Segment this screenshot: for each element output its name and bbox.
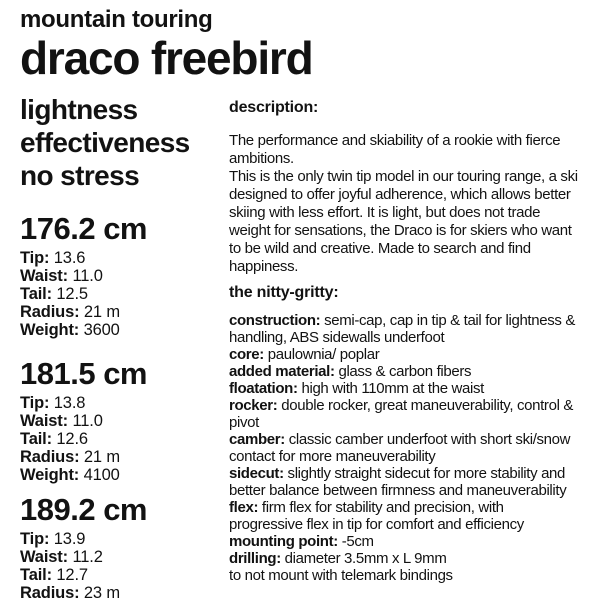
spec-label: Tip: xyxy=(20,394,50,412)
spec-label: Tip: xyxy=(20,530,50,548)
spec-label: Weight: xyxy=(20,321,80,339)
tagline-1: lightness xyxy=(20,94,138,125)
detail-camber xyxy=(229,431,581,465)
detail-label: added material: xyxy=(229,363,335,380)
spec-label: Tail: xyxy=(20,285,52,303)
detail-rocker xyxy=(229,397,581,431)
detail-construction xyxy=(229,312,581,346)
spec-value: 11.2 xyxy=(72,548,103,566)
spec-tail xyxy=(20,430,226,448)
spec-value: 23 m xyxy=(83,584,120,602)
spec-value: 3600 xyxy=(83,321,120,339)
description-text xyxy=(229,132,581,276)
spec-tip xyxy=(20,530,226,548)
spec-label: Radius: xyxy=(20,448,80,466)
spec-value: 13.8 xyxy=(53,394,86,412)
tagline-2: effectiveness xyxy=(20,127,190,158)
detail-floatation xyxy=(229,380,581,397)
spec-waist xyxy=(20,267,226,285)
detail-value: classic camber underfoot with short ski/snow contact for more maneuverability xyxy=(229,431,571,465)
size-length: 189.2 cm xyxy=(20,492,147,527)
spec-value: 11.0 xyxy=(72,267,103,285)
spec-radius xyxy=(20,303,226,321)
detail-label: flex: xyxy=(229,499,259,516)
detail-added-material xyxy=(229,363,581,380)
category-label: mountain touring xyxy=(20,6,213,33)
spec-value: 12.6 xyxy=(56,430,88,448)
spec-value: 4100 xyxy=(83,466,120,484)
detail-label: sidecut: xyxy=(229,465,284,482)
detail-core xyxy=(229,346,581,363)
detail-label: camber: xyxy=(229,431,285,448)
detail-value: high with 110mm at the waist xyxy=(301,380,484,397)
spec-label: Radius: xyxy=(20,303,80,321)
size-length: 176.2 cm xyxy=(20,211,147,246)
spec-label: Tail: xyxy=(20,430,52,448)
detail-value: semi-cap, cap in tip & tail for lightness & handling, ABS sidewalls underfoot xyxy=(229,312,576,346)
spec-value: 11.0 xyxy=(72,412,103,430)
left-column xyxy=(20,93,226,602)
spec-label: Tail: xyxy=(20,566,52,584)
spec-tail xyxy=(20,285,226,303)
detail-value: slightly straight sidecut for more stability and better balance between firmness and maneuverability xyxy=(229,465,567,499)
spec-tip xyxy=(20,249,226,267)
product-title: draco freebird xyxy=(20,32,313,84)
detail-value: -5cm xyxy=(341,533,374,550)
detail-value: paulownia/ poplar xyxy=(267,346,380,363)
detail-label: rocker: xyxy=(229,397,278,414)
spec-value: 12.7 xyxy=(56,566,88,584)
detail-value: diameter 3.5mm x L 9mm xyxy=(284,550,447,567)
spec-value: 13.6 xyxy=(53,249,86,267)
description-heading: description: xyxy=(229,99,319,116)
nitty-gritty-heading: the nitty-gritty: xyxy=(229,284,339,301)
detail-flex xyxy=(229,499,581,533)
spec-label: Waist: xyxy=(20,412,68,430)
spec-radius xyxy=(20,448,226,466)
spec-label: Radius: xyxy=(20,584,80,602)
spec-value: 12.5 xyxy=(56,285,88,303)
drilling-note: to not mount with telemark bindings xyxy=(229,567,453,584)
spec-tip xyxy=(20,394,226,412)
right-column xyxy=(229,100,581,584)
description-paragraph: This is the only twin tip model in our touring range, a ski designed to offer joyful adherence, which allows better skiing with less effort. It is light, but does not trade weight for sensations, the Draco is for skiers who want to be wild and creative. Made to search and find happiness. xyxy=(229,168,578,275)
spec-label: Weight: xyxy=(20,466,80,484)
spec-waist xyxy=(20,548,226,566)
description-paragraph: The performance and skiability of a rookie with fierce ambitions. xyxy=(229,132,561,167)
detail-value: double rocker, great maneuverability, control & pivot xyxy=(229,397,574,431)
spec-value: 21 m xyxy=(83,303,120,321)
spec-waist xyxy=(20,412,226,430)
size-block-3 xyxy=(20,493,226,602)
size-block-1 xyxy=(20,212,226,339)
detail-label: floatation: xyxy=(229,380,298,397)
spec-value: 21 m xyxy=(83,448,120,466)
detail-label: construction: xyxy=(229,312,321,329)
spec-tail xyxy=(20,566,226,584)
size-specs xyxy=(20,530,226,602)
size-specs xyxy=(20,249,226,339)
detail-mounting-point xyxy=(229,533,581,550)
taglines xyxy=(20,93,226,192)
spec-weight xyxy=(20,321,226,339)
spec-label: Waist: xyxy=(20,548,68,566)
detail-value: glass & carbon fibers xyxy=(338,363,472,380)
tagline-3: no stress xyxy=(20,160,140,191)
detail-drilling xyxy=(229,550,581,567)
detail-label: drilling: xyxy=(229,550,281,567)
spec-radius xyxy=(20,584,226,602)
spec-label: Waist: xyxy=(20,267,68,285)
detail-label: core: xyxy=(229,346,264,363)
spec-weight xyxy=(20,466,226,484)
nitty-gritty-list xyxy=(229,312,581,584)
page-header xyxy=(20,6,580,82)
spec-label: Tip: xyxy=(20,249,50,267)
size-length: 181.5 cm xyxy=(20,356,147,391)
detail-sidecut xyxy=(229,465,581,499)
size-specs xyxy=(20,394,226,484)
spec-value: 13.9 xyxy=(53,530,86,548)
detail-label: mounting point: xyxy=(229,533,338,550)
size-block-2 xyxy=(20,357,226,484)
detail-value: firm flex for stability and precision, with progressive flex in tip for comfort and efficiency xyxy=(229,499,524,533)
